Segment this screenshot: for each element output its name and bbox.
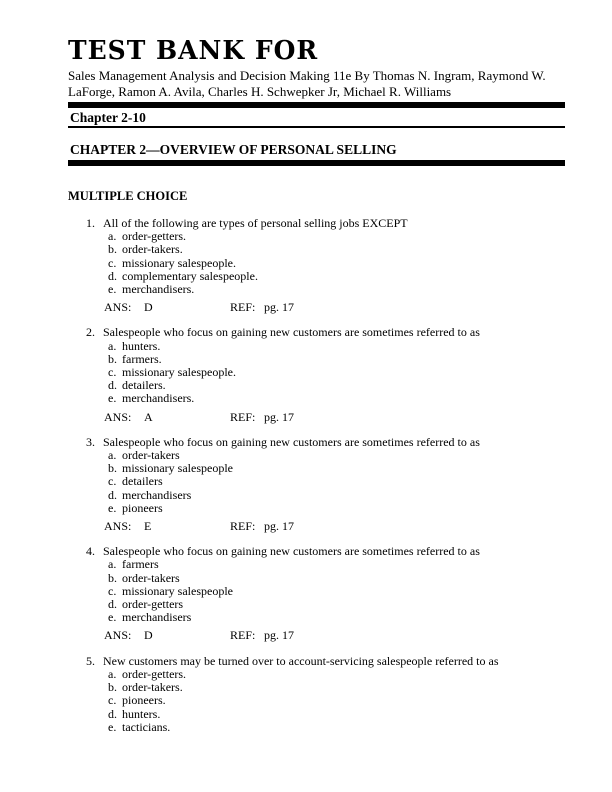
answer-value: A xyxy=(144,409,153,424)
question-line xyxy=(68,326,565,339)
ref-label: REF: xyxy=(230,409,256,424)
option-text: pioneers xyxy=(122,500,163,515)
answer-label: ANS: xyxy=(104,409,132,424)
question-number: 1. xyxy=(86,216,95,230)
answer-line xyxy=(68,520,565,533)
option-letter: d. xyxy=(108,268,117,283)
option-text: merchandisers. xyxy=(122,391,195,406)
chapter-heading: CHAPTER 2—OVERVIEW OF PERSONAL SELLING xyxy=(70,142,397,157)
option-text: order-getters xyxy=(122,597,184,612)
question-1 xyxy=(68,217,565,314)
question-5 xyxy=(68,655,565,734)
option-text: order-takers xyxy=(122,570,180,585)
option-letter: c. xyxy=(108,583,117,598)
option-text: merchandisers xyxy=(122,610,192,625)
ref-value: pg. 17 xyxy=(264,300,294,315)
option-text: merchandisers. xyxy=(122,282,195,297)
option xyxy=(68,502,565,515)
question-number: 2. xyxy=(86,325,95,340)
question-text: Salespeople who focus on gaining new customers are sometimes referred to as xyxy=(103,325,480,340)
ref-label: REF: xyxy=(230,628,256,643)
option-text: detailers. xyxy=(122,378,166,393)
option xyxy=(68,257,565,270)
option-text: order-takers. xyxy=(122,242,183,257)
option-text: order-takers. xyxy=(122,680,183,695)
option-letter: c. xyxy=(108,365,117,380)
option-text: detailers xyxy=(122,474,163,489)
option-letter: b. xyxy=(108,351,117,366)
thin-rule xyxy=(68,126,565,128)
ref-label: REF: xyxy=(230,519,256,534)
option-letter: d. xyxy=(108,487,117,502)
question-list xyxy=(68,217,565,734)
answer-value: D xyxy=(144,300,153,315)
answer-line xyxy=(68,629,565,642)
chapter-label: Chapter 2-10 xyxy=(70,110,146,125)
option xyxy=(68,340,565,353)
option xyxy=(68,243,565,256)
option-text: missionary salespeople xyxy=(122,583,233,598)
answer-value: D xyxy=(144,628,153,643)
option-letter: d. xyxy=(108,706,117,721)
option-letter: e. xyxy=(108,610,117,625)
option-text: merchandisers xyxy=(122,487,192,502)
option-text: order-getters. xyxy=(122,666,187,681)
option-text: missionary salespeople. xyxy=(122,365,236,380)
option-letter: a. xyxy=(108,448,117,463)
option-text: farmers xyxy=(122,557,159,572)
option-letter: e. xyxy=(108,391,117,406)
option-text: order-getters. xyxy=(122,229,187,244)
question-2 xyxy=(68,326,565,423)
ref-label: REF: xyxy=(230,300,256,315)
option-letter: b. xyxy=(108,242,117,257)
option-letter: a. xyxy=(108,666,117,681)
ref-value: pg. 17 xyxy=(264,519,294,534)
option-text: hunters. xyxy=(122,338,161,353)
answer-label: ANS: xyxy=(104,628,132,643)
ref-value: pg. 17 xyxy=(264,409,294,424)
option-text: pioneers. xyxy=(122,693,166,708)
option-text: order-takers xyxy=(122,448,180,463)
question-text: All of the following are types of personal selling jobs EXCEPT xyxy=(103,216,408,230)
question-text: Salespeople who focus on gaining new customers are sometimes referred to as xyxy=(103,434,480,449)
option-text: hunters. xyxy=(122,706,161,721)
answer-line xyxy=(68,301,565,314)
subtitle-line-1: Sales Management Analysis and Decision Making 11e By Thomas N. Ingram, Raymond W. xyxy=(68,68,546,83)
option xyxy=(68,611,565,624)
option xyxy=(68,572,565,585)
option-letter: c. xyxy=(108,474,117,489)
question-line xyxy=(68,655,565,668)
option xyxy=(68,489,565,502)
question-3 xyxy=(68,436,565,533)
option xyxy=(68,721,565,734)
divider-bar-heading xyxy=(68,160,565,166)
subtitle-line-2: LaForge, Ramon A. Avila, Charles H. Schwepker Jr, Michael R. Williams xyxy=(68,84,452,99)
section-heading: MULTIPLE CHOICE xyxy=(68,189,188,203)
answer-label: ANS: xyxy=(104,300,132,315)
question-number: 4. xyxy=(86,544,95,559)
question-text: New customers may be turned over to account-servicing salespeople referred to as xyxy=(103,653,499,668)
option-letter: b. xyxy=(108,570,117,585)
question-4 xyxy=(68,545,565,642)
option-letter: d. xyxy=(108,378,117,393)
question-text: Salespeople who focus on gaining new customers are sometimes referred to as xyxy=(103,544,480,559)
option xyxy=(68,694,565,707)
option-letter: b. xyxy=(108,461,117,476)
answer-value: E xyxy=(144,519,152,534)
option xyxy=(68,392,565,405)
answer-label: ANS: xyxy=(104,519,132,534)
option-text: tacticians. xyxy=(122,719,171,734)
question-number: 3. xyxy=(86,434,95,449)
document-title: TEST BANK FOR xyxy=(68,34,319,66)
answer-line xyxy=(68,411,565,424)
question-number: 5. xyxy=(86,653,95,668)
option-letter: e. xyxy=(108,719,117,734)
option xyxy=(68,283,565,296)
option-letter: a. xyxy=(108,557,117,572)
option-text: missionary salespeople xyxy=(122,461,233,476)
option-text: farmers. xyxy=(122,351,162,366)
option-letter: e. xyxy=(108,282,117,297)
option-text: missionary salespeople. xyxy=(122,255,236,270)
option xyxy=(68,558,565,571)
option-letter: a. xyxy=(108,229,117,244)
option xyxy=(68,708,565,721)
document-subtitle xyxy=(68,68,565,100)
option-letter: c. xyxy=(108,255,117,270)
option-letter: c. xyxy=(108,693,117,708)
option-text: complementary salespeople. xyxy=(122,268,258,283)
option-letter: e. xyxy=(108,500,117,515)
ref-value: pg. 17 xyxy=(264,628,294,643)
option-letter: d. xyxy=(108,597,117,612)
option xyxy=(68,475,565,488)
option-letter: a. xyxy=(108,338,117,353)
option-letter: b. xyxy=(108,680,117,695)
